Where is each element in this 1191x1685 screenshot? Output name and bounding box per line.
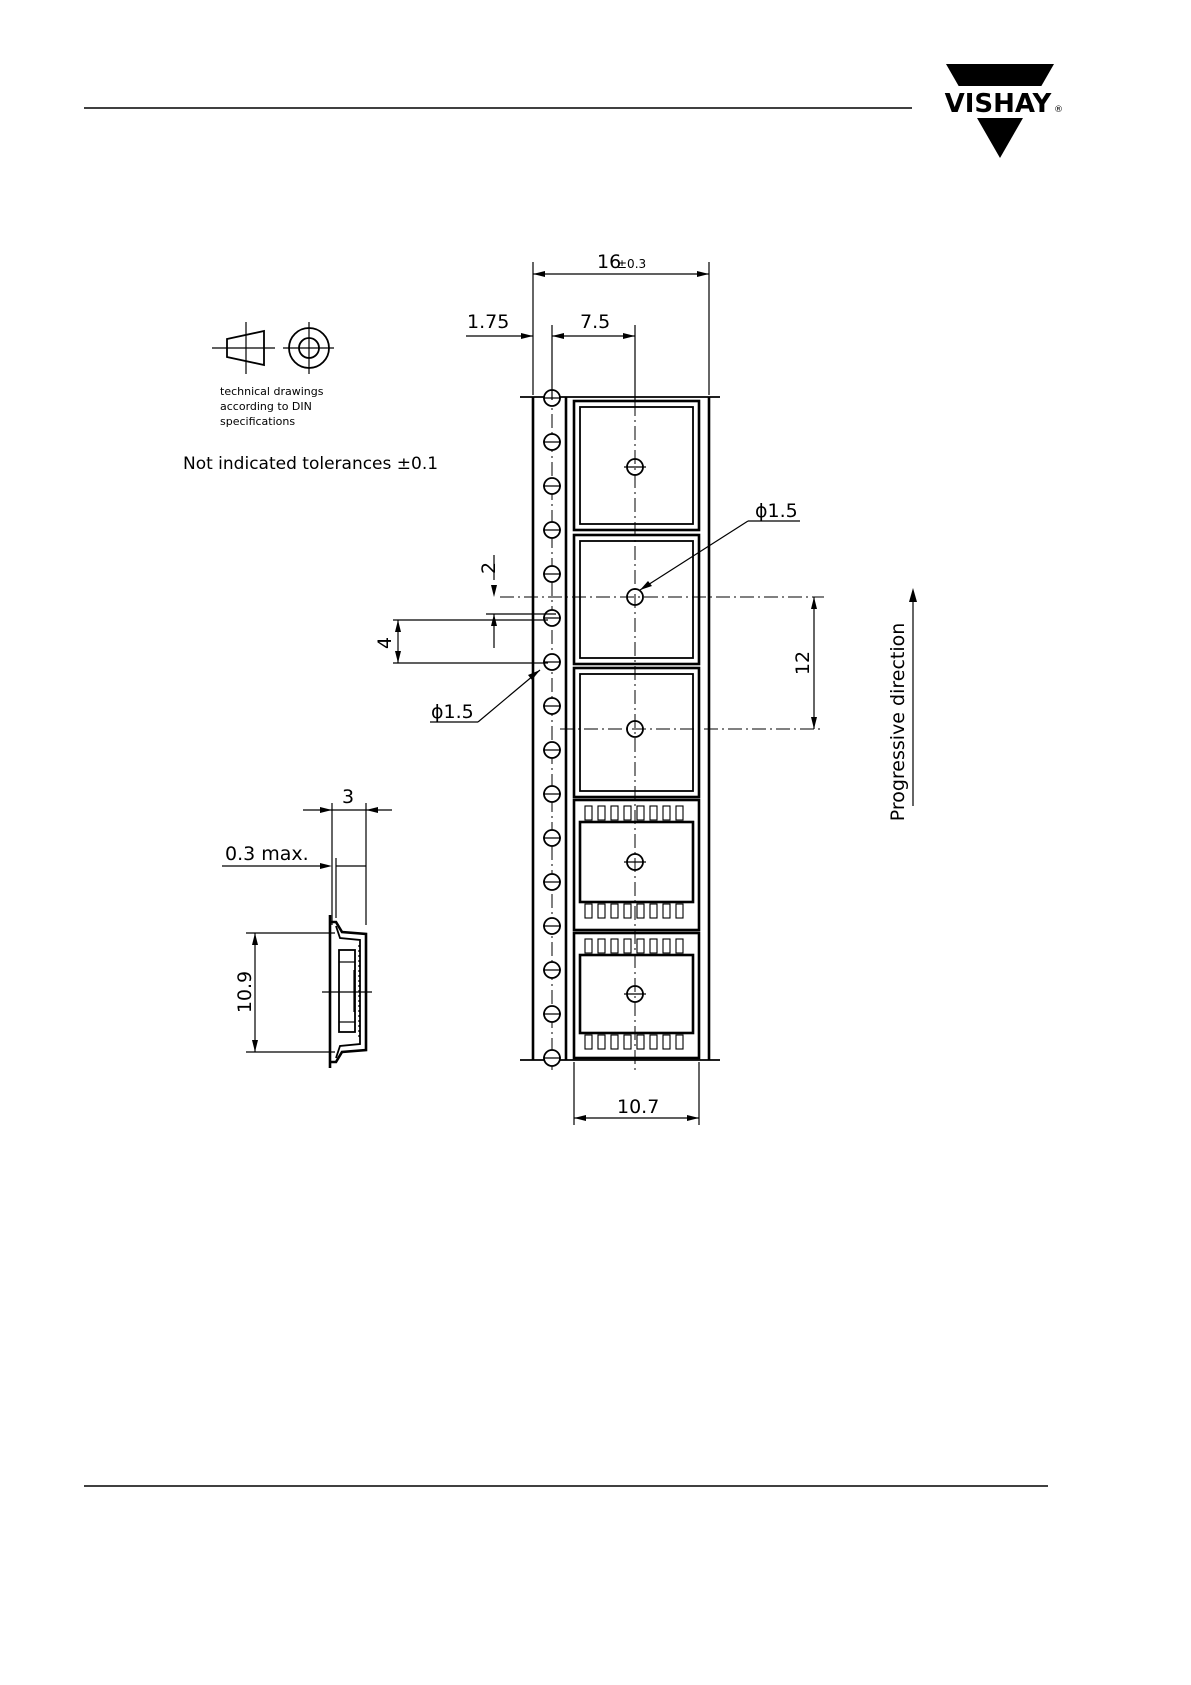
component-lead — [637, 806, 644, 820]
hole-offset-label: 2 — [478, 561, 500, 575]
component-lead — [611, 904, 618, 918]
component-lead — [598, 904, 605, 918]
dim-pocket-pitch — [792, 597, 817, 729]
tape-width-label: 16 — [597, 251, 622, 273]
vishay-logo — [938, 64, 1063, 158]
sprocket-hole-label: ϕ1.5 — [431, 701, 474, 723]
din-note-line-3: specifications — [220, 415, 296, 428]
hole-pitch-label: 4 — [374, 636, 396, 650]
component-lead — [663, 939, 670, 953]
pocket-4-with-component — [574, 800, 699, 930]
dim-sprocket-hole — [430, 670, 540, 723]
component-lead — [676, 1035, 683, 1049]
component-lead — [650, 1035, 657, 1049]
component-lead — [598, 1035, 605, 1049]
component-lead — [637, 904, 644, 918]
component-lead — [611, 806, 618, 820]
component-lead — [598, 806, 605, 820]
pocket-3 — [560, 668, 824, 797]
pocket-2 — [500, 535, 824, 664]
svg-text:®: ® — [1054, 105, 1063, 115]
component-lead — [637, 939, 644, 953]
component-lead — [676, 806, 683, 820]
center-hole-label: ϕ1.5 — [755, 500, 798, 522]
pocket-5-with-component — [574, 933, 699, 1058]
component-lead — [650, 904, 657, 918]
component-lead — [585, 904, 592, 918]
component-lead — [663, 904, 670, 918]
pocket-width-label: 10.7 — [617, 1096, 660, 1118]
dim-tape-width — [533, 251, 709, 395]
component-lead — [650, 939, 657, 953]
component-lead — [676, 939, 683, 953]
svg-text:VISHAY: VISHAY — [944, 89, 1052, 119]
pocket-depth-label: 3 — [342, 786, 355, 808]
pocket-length-label: 10.9 — [234, 970, 256, 1014]
component-lead — [624, 1035, 631, 1049]
component-lead — [650, 806, 657, 820]
component-lead — [585, 806, 592, 820]
component-lead — [585, 1035, 592, 1049]
din-note-line-1: technical drawings — [220, 385, 324, 398]
dim-hole-pitch — [374, 620, 548, 663]
din-note-line-2: according to DIN — [220, 400, 312, 413]
progressive-direction-arrow — [887, 588, 917, 821]
din-projection-icon — [212, 322, 334, 374]
dim-hole-offset — [478, 555, 556, 648]
pocket-1 — [574, 401, 699, 530]
edge-offset-label: 1.75 — [467, 311, 510, 333]
component-lead — [611, 939, 618, 953]
tolerance-note: Not indicated tolerances ±0.1 — [183, 454, 439, 474]
progressive-direction-label: Progressive direction — [887, 622, 909, 822]
component-lead — [663, 806, 670, 820]
component-lead — [585, 939, 592, 953]
component-lead — [624, 904, 631, 918]
dim-center-hole — [640, 500, 800, 590]
pocket-pitch-label: 12 — [792, 650, 814, 676]
component-lead — [676, 904, 683, 918]
component-lead — [598, 939, 605, 953]
component-lead — [663, 1035, 670, 1049]
component-lead — [624, 806, 631, 820]
cover-thickness-label: 0.3 max. — [225, 843, 309, 865]
component-lead — [611, 1035, 618, 1049]
pocket-cross-section — [222, 786, 392, 1068]
center-offset-label: 7.5 — [580, 311, 611, 333]
dim-sprocket-offsets — [466, 311, 635, 400]
component-lead — [624, 939, 631, 953]
tape-width-tolerance: ±0.3 — [617, 257, 647, 271]
dim-pocket-width — [574, 1062, 699, 1125]
component-lead — [637, 1035, 644, 1049]
